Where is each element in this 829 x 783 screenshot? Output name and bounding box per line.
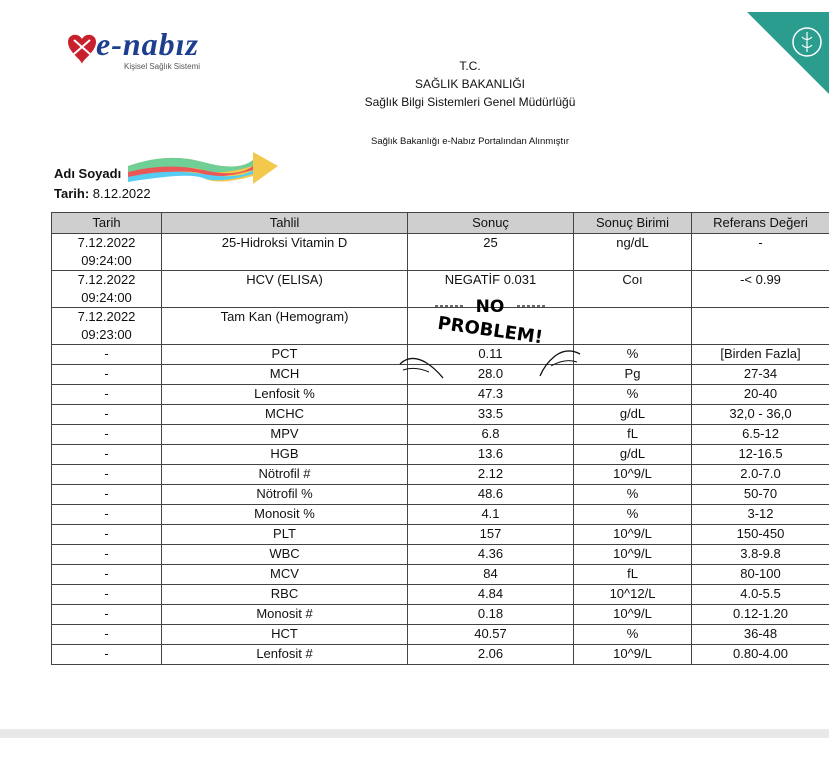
cell-result: 2.06 <box>408 645 574 665</box>
cell-reference: 3.8-9.8 <box>692 545 829 565</box>
header-source: Sağlık Bakanlığı e-Nabız Portalından Alınmıştır <box>370 136 569 147</box>
cell-test: Nötrofil # <box>162 465 408 485</box>
cell-date: - <box>52 645 162 665</box>
cell-date: - <box>52 545 162 565</box>
cell-reference: 0.80-4.00 <box>692 645 829 665</box>
cell-reference: 36-48 <box>692 625 829 645</box>
cell-result: 157 <box>408 525 574 545</box>
cell-unit: g/dL <box>574 405 692 425</box>
cell-unit: 10^9/L <box>574 525 692 545</box>
cell-unit: 10^9/L <box>574 605 692 625</box>
table-row <box>52 505 829 525</box>
table-row <box>52 545 829 565</box>
cell-date: - <box>52 505 162 525</box>
cell-unit: 10^9/L <box>574 545 692 565</box>
cell-unit: fL <box>574 565 692 585</box>
cell-unit: ng/dL <box>574 234 692 271</box>
cell-result: NEGATİF 0.031 <box>408 271 574 308</box>
cell-reference: 32,0 - 36,0 <box>692 405 829 425</box>
ministry-emblem-icon <box>747 12 829 94</box>
cell-reference: 27-34 <box>692 365 829 385</box>
cell-result: 13.6 <box>408 445 574 465</box>
table-row <box>52 405 829 425</box>
cell-unit: 10^9/L <box>574 465 692 485</box>
table-row <box>52 565 829 585</box>
cell-reference: 20-40 <box>692 385 829 405</box>
cell-test: Monosit % <box>162 505 408 525</box>
sticker-line2: PROBLEM! <box>436 312 545 349</box>
cell-result: 25 <box>408 234 574 271</box>
header-ministry: SAĞLIK BAKANLIĞI <box>414 77 526 91</box>
cell-unit <box>574 308 692 345</box>
cell-test: Tam Kan (Hemogram) <box>162 308 408 345</box>
cell-result: 40.57 <box>408 625 574 645</box>
cell-reference: 4.0-5.5 <box>692 585 829 605</box>
cell-reference: 150-450 <box>692 525 829 545</box>
date-value: 8.12.2022 <box>92 186 151 201</box>
cell-unit: 10^9/L <box>574 645 692 665</box>
cell-unit: % <box>574 385 692 405</box>
cell-date: 7.12.2022 09:24:00 <box>52 234 162 271</box>
cell-date: - <box>52 585 162 605</box>
cell-result: 84 <box>408 565 574 585</box>
cell-date: - <box>52 465 162 485</box>
cell-test: MCH <box>162 365 408 385</box>
no-problem-sticker <box>395 292 585 392</box>
cell-test: RBC <box>162 585 408 605</box>
header-directorate: Sağlık Bilgi Sistemleri Genel Müdürlüğü <box>364 95 576 109</box>
cell-date: - <box>52 405 162 425</box>
cell-date: 7.12.2022 09:23:00 <box>52 308 162 345</box>
cell-reference: 80-100 <box>692 565 829 585</box>
table-row <box>52 485 829 505</box>
cell-date: - <box>52 425 162 445</box>
table-row <box>52 645 829 665</box>
cell-reference: 12-16.5 <box>692 445 829 465</box>
cell-result: 4.1 <box>408 505 574 525</box>
cell-reference: 50-70 <box>692 485 829 505</box>
cell-result: 4.84 <box>408 585 574 605</box>
cell-test: PCT <box>162 345 408 365</box>
cell-result: 4.36 <box>408 545 574 565</box>
cell-test: HGB <box>162 445 408 465</box>
col-header-result: Sonuç <box>408 213 574 234</box>
cell-reference: 2.0-7.0 <box>692 465 829 485</box>
page-separator <box>0 729 829 738</box>
cell-date: - <box>52 605 162 625</box>
logo-text: e-nabız <box>96 26 199 62</box>
cell-test: Nötrofil % <box>162 485 408 505</box>
col-header-unit: Sonuç Birimi <box>574 213 692 234</box>
col-header-test: Tahlil <box>162 213 408 234</box>
cell-test: WBC <box>162 545 408 565</box>
cell-reference: 6.5-12 <box>692 425 829 445</box>
table-row <box>52 605 829 625</box>
logo-subtitle: Kişisel Sağlık Sistemi <box>124 62 201 71</box>
cell-reference: -< 0.99 <box>692 271 829 308</box>
cell-result: 0.11 <box>408 345 574 365</box>
table-row <box>52 425 829 445</box>
cell-test: MCV <box>162 565 408 585</box>
cell-date: - <box>52 365 162 385</box>
cell-date: - <box>52 565 162 585</box>
cell-unit: % <box>574 345 692 365</box>
cell-result: 47.3 <box>408 385 574 405</box>
table-row <box>52 234 829 271</box>
cell-unit: Pg <box>574 365 692 385</box>
lab-results-table <box>51 212 829 665</box>
cell-result: 33.5 <box>408 405 574 425</box>
cell-test: PLT <box>162 525 408 545</box>
table-row <box>52 445 829 465</box>
cell-test: Monosit # <box>162 605 408 625</box>
rainbow-arrow-icon <box>128 144 278 194</box>
cell-test: HCT <box>162 625 408 645</box>
table-header-row <box>52 213 829 234</box>
cell-date: - <box>52 445 162 465</box>
sticker-line1: NO <box>475 297 505 317</box>
cell-test: Lenfosit % <box>162 385 408 405</box>
cell-date: - <box>52 385 162 405</box>
table-row <box>52 525 829 545</box>
table-row <box>52 625 829 645</box>
cell-reference: 0.12-1.20 <box>692 605 829 625</box>
cell-unit: 10^12/L <box>574 585 692 605</box>
cell-test: MPV <box>162 425 408 445</box>
cell-unit: % <box>574 625 692 645</box>
cell-reference: - <box>692 234 829 271</box>
cell-result: 2.12 <box>408 465 574 485</box>
cell-result: 28.0 <box>408 365 574 385</box>
cell-date: - <box>52 345 162 365</box>
cell-unit: % <box>574 485 692 505</box>
header-tc: T.C. <box>459 59 481 73</box>
cell-result: 6.8 <box>408 425 574 445</box>
cell-reference: 3-12 <box>692 505 829 525</box>
cell-reference: [Birden Fazla] <box>692 345 829 365</box>
cell-reference <box>692 308 829 345</box>
cell-unit: fL <box>574 425 692 445</box>
patient-name-label: Adı Soyadı <box>54 166 122 181</box>
cell-test: MCHC <box>162 405 408 425</box>
cell-result: 48.6 <box>408 485 574 505</box>
date-label: Tarih: <box>54 186 90 201</box>
cell-date: 7.12.2022 09:24:00 <box>52 271 162 308</box>
cell-unit: g/dL <box>574 445 692 465</box>
cell-unit: Coı <box>574 271 692 308</box>
cell-unit: % <box>574 505 692 525</box>
table-row <box>52 465 829 485</box>
cell-test: HCV (ELISA) <box>162 271 408 308</box>
col-header-date: Tarih <box>52 213 162 234</box>
cell-result: 0.18 <box>408 605 574 625</box>
cell-date: - <box>52 625 162 645</box>
cell-date: - <box>52 485 162 505</box>
col-header-reference: Referans Değeri <box>692 213 829 234</box>
cell-date: - <box>52 525 162 545</box>
cell-test: Lenfosit # <box>162 645 408 665</box>
table-row <box>52 585 829 605</box>
cell-test: 25-Hidroksi Vitamin D <box>162 234 408 271</box>
